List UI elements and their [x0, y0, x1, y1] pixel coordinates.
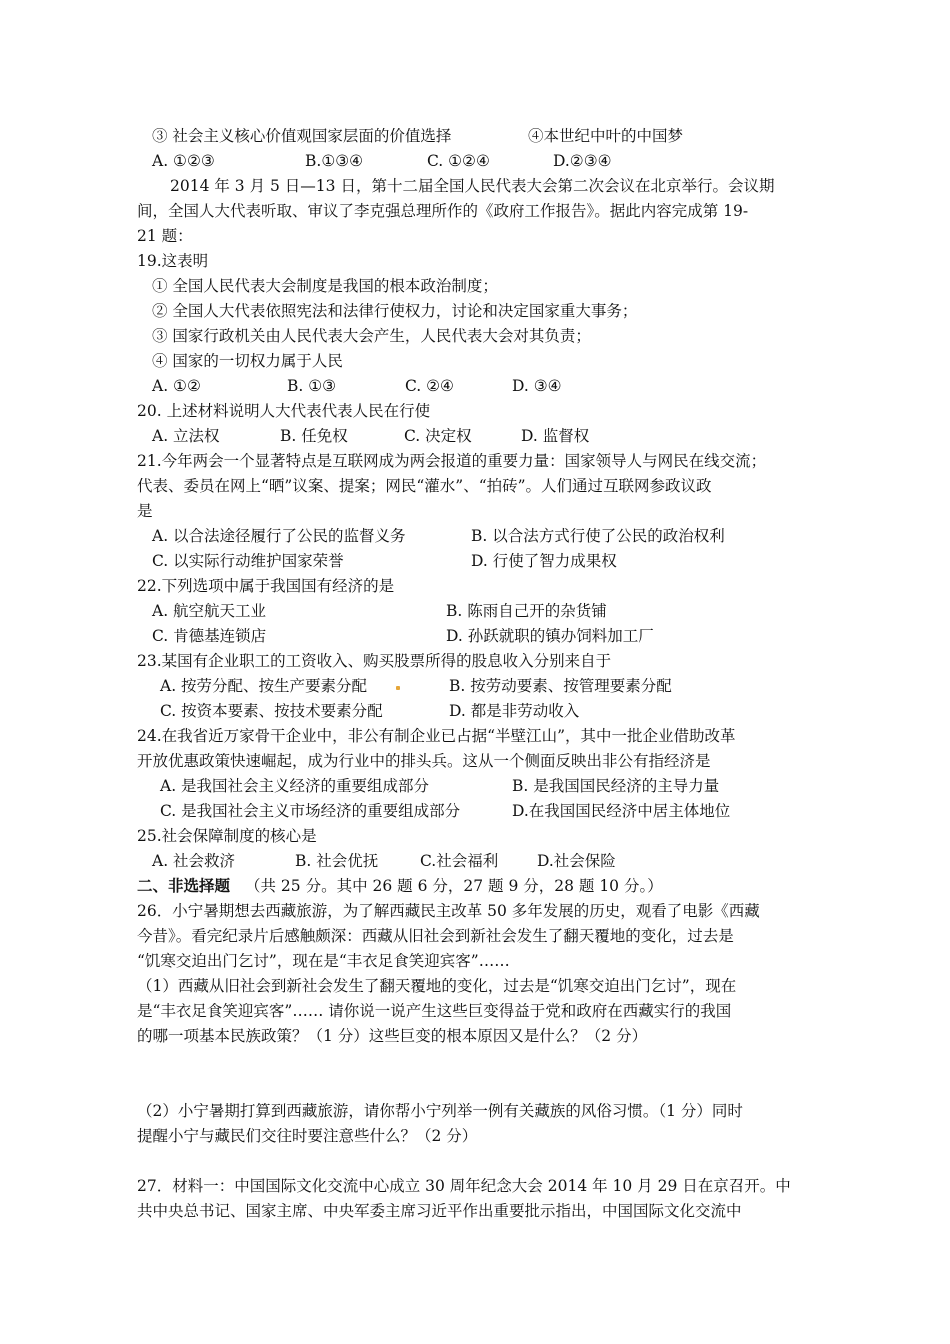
- text-line: 是“丰衣足食笑迎宾客”…… 请你说一说产生这些巨变得益于党和政府在西藏实行的我国: [137, 1002, 732, 1020]
- text-line: 19.这表明: [137, 252, 209, 270]
- text-line: C. 按资本要素、按技术要素分配: [160, 702, 383, 720]
- text-line: C. 决定权: [404, 427, 472, 445]
- text-line: C. 是我国社会主义市场经济的重要组成部分: [160, 802, 461, 820]
- text-line: B. ①③: [287, 377, 337, 395]
- text-line: ① 全国人民代表大会制度是我国的根本政治制度；: [152, 277, 498, 295]
- text-line: 25.社会保障制度的核心是: [137, 827, 317, 845]
- text-line: 20. 上述材料说明人大代表代表人民在行使: [137, 402, 431, 420]
- text-line: D. ③④: [512, 377, 562, 395]
- text-line: D.社会保险: [537, 852, 616, 870]
- text-line: D. 行使了智力成果权: [471, 552, 617, 570]
- text-line: C. ①②④: [427, 152, 490, 170]
- text-line: 27．材料一：中国国际文化交流中心成立 30 周年纪念大会 2014 年 10 月 29 日在京召开。中: [137, 1177, 791, 1195]
- text-line: （共 25 分。其中 26 题 6 分，27 题 9 分，28 题 10 分。）: [245, 877, 663, 895]
- text-line: A. 按劳分配、按生产要素分配: [160, 677, 368, 695]
- text-line: 二、非选择题: [137, 876, 231, 895]
- text-line: A. ①②: [152, 377, 201, 395]
- text-line: D. 都是非劳动收入: [449, 702, 580, 720]
- text-line: ④ 国家的一切权力属于人民: [152, 352, 343, 370]
- text-line: D. 孙跃就职的镇办饲料加工厂: [446, 627, 654, 645]
- text-line: A. 立法权: [152, 427, 220, 445]
- text-line: （1）西藏从旧社会到新社会发生了翻天覆地的变化，过去是“饥寒交迫出门乞讨”，现在: [137, 977, 737, 995]
- text-line: A. 是我国社会主义经济的重要组成部分: [160, 777, 430, 795]
- text-line: B. 是我国国民经济的主导力量: [512, 777, 720, 795]
- text-line: “饥寒交迫出门乞讨”，现在是“丰衣足食笑迎宾客”……: [137, 952, 510, 970]
- text-line: 21 题：: [137, 227, 193, 245]
- text-line: A. 航空航天工业: [152, 602, 267, 620]
- text-line: A. 以合法途径履行了公民的监督义务: [152, 527, 406, 545]
- text-line: C. 以实际行动维护国家荣誉: [152, 552, 344, 570]
- text-line: A. 社会救济: [152, 852, 236, 870]
- text-line: C. ②④: [405, 377, 454, 395]
- text-line: B. 陈雨自己开的杂货铺: [446, 602, 607, 620]
- text-line: 提醒小宁与藏民们交往时要注意些什么？（2 分）: [137, 1127, 478, 1145]
- text-line: B. 社会优抚: [295, 852, 379, 870]
- text-line: 21.今年两会一个显著特点是互联网成为两会报道的重要力量：国家领导人与网民在线交流；: [137, 452, 767, 470]
- text-line: 23.某国有企业职工的工资收入、购买股票所得的股息收入分别来自于: [137, 652, 612, 670]
- text-line: ③ 国家行政机关由人民代表大会产生，人民代表大会对其负责；: [152, 327, 591, 345]
- text-line: ② 全国人大代表依照宪法和法律行使权力，讨论和决定国家重大事务；: [152, 302, 638, 320]
- text-line: 24.在我省近万家骨干企业中，非公有制企业已占据“半壁江山”，其中一批企业借助改革: [137, 727, 736, 745]
- text-line: ③ 社会主义核心价值观国家层面的价值选择: [152, 127, 452, 145]
- text-line: 是: [137, 502, 153, 520]
- text-line: 今昔》。看完纪录片后感触颇深：西藏从旧社会到新社会发生了翻天覆地的变化，过去是: [137, 927, 734, 945]
- text-line: 26．小宁暑期想去西藏旅游，为了解西藏民主改革 50 多年发展的历史，观看了电影《西藏: [137, 902, 760, 920]
- text-line: C.社会福利: [420, 852, 499, 870]
- text-line: 22.下列选项中属于我国国有经济的是: [137, 577, 395, 595]
- text-line: 代表、委员在网上“晒”议案、提案；网民“灌水”、“拍砖”。人们通过互联网参政议政: [137, 477, 712, 495]
- text-line: 的哪一项基本民族政策？（1 分）这些巨变的根本原因又是什么？（2 分）: [137, 1027, 648, 1045]
- text-line: ④本世纪中叶的中国梦: [528, 127, 684, 145]
- text-line: 2014 年 3 月 5 日—13 日，第十二届全国人民代表大会第二次会议在北京举行。会议期: [170, 177, 775, 195]
- orange-mark: [396, 686, 400, 690]
- text-line: B. 按劳动要素、按管理要素分配: [449, 677, 672, 695]
- text-line: B. 任免权: [280, 427, 348, 445]
- text-line: D.②③④: [553, 152, 612, 170]
- text-line: D.在我国国民经济中居主体地位: [512, 802, 731, 820]
- text-line: （2）小宁暑期打算到西藏旅游，请你帮小宁列举一例有关藏族的风俗习惯。（1 分）同时: [137, 1102, 743, 1120]
- text-line: 共中央总书记、国家主席、中央军委主席习近平作出重要批示指出，中国国际文化交流中: [137, 1202, 742, 1220]
- text-line: 间，全国人大代表听取、审议了李克强总理所作的《政府工作报告》。据此内容完成第 19-: [137, 202, 749, 220]
- text-line: A. ①②③: [152, 152, 215, 170]
- text-line: D. 监督权: [521, 427, 590, 445]
- text-line: B. 以合法方式行使了公民的政治权利: [471, 527, 725, 545]
- text-line: C. 肯德基连锁店: [152, 627, 267, 645]
- text-line: B.①③④: [305, 152, 364, 170]
- text-line: 开放优惠政策快速崛起，成为行业中的排头兵。这从一个侧面反映出非公有指经济是: [137, 752, 711, 770]
